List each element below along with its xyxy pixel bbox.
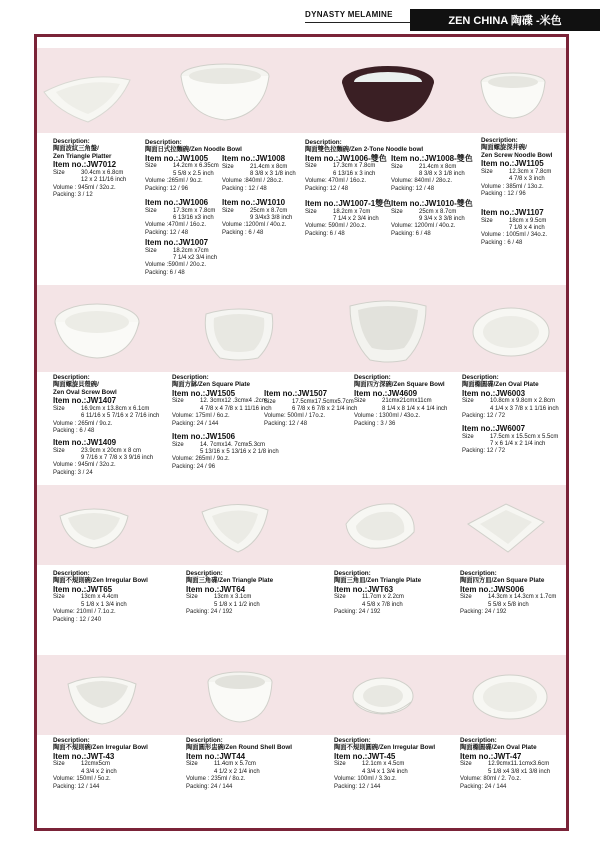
volume: Volume : 1300ml / 43o.z. [354, 413, 421, 420]
packing: Packing: 24 / 192 [334, 609, 381, 616]
square-plate-photo-2 [462, 500, 548, 556]
packing: Packing: 24 / 192 [186, 609, 233, 616]
volume: Volume: 1200ml / 40o.z. [391, 223, 456, 230]
product-jws006 [460, 570, 556, 617]
item-number: Item no.:JW1007 [145, 238, 209, 247]
packing: Packing: 12 / 48 [264, 420, 308, 427]
oval-plate-photo-2 [470, 670, 550, 724]
size-label: Size [145, 163, 157, 170]
product-title: 陶面不規則碗/Zen Irregular Bowl [53, 577, 148, 585]
size-label: Size [186, 594, 198, 601]
item-number: Item no.:JW6007 [462, 424, 526, 433]
size-imperial: 9 3/4x3 3/8 inch [250, 214, 293, 221]
item-number: Item no.:JW7012 [53, 160, 117, 170]
volume: Volume: 840ml / 28o.z. [391, 178, 453, 185]
packing: Packing: 12 / 144 [53, 783, 100, 790]
size-imperial: 7 1/4 x 2 3/4 inch [333, 215, 379, 222]
packing: Packing: 6 / 48 [305, 230, 345, 237]
size-metric: 30.4cm x 6.8cm [81, 169, 124, 176]
irregular-bowl-photo-1 [56, 498, 132, 550]
size-imperial: 4 7/8 x 3 inch [509, 176, 545, 183]
item-number: Item no.:JW1505 [172, 388, 236, 398]
size-imperial: 9 3/4 x 3 3/8 inch [419, 215, 465, 222]
size-metric: 12. 3cmx12 .3cmx4 .2cm [200, 398, 267, 405]
desc-label: Description: [186, 570, 223, 577]
item-number: Item no.:JW1507 [264, 389, 328, 398]
product-jwt64 [186, 570, 273, 617]
size-metric: 25cm x 8.7cm [250, 207, 288, 214]
packing: Packing : 12 / 48 [222, 185, 267, 192]
size-metric: 23.9cm x 20cm x 8 cm [81, 447, 142, 454]
size-imperial: 8 3/8 x 3 1/8 inch [419, 170, 465, 177]
volume: Volume :590ml / 20o.z. [145, 262, 207, 269]
size-imperial: 4 1/4 x 3 7/8 x 1 1/16 inch [490, 405, 559, 412]
size-label: Size [53, 761, 65, 768]
desc-label: Description: [460, 570, 497, 577]
size-label: Size [305, 163, 317, 170]
product-jw1010 [222, 198, 292, 237]
two-tone-bowl-photo [338, 60, 438, 126]
size-label: Size [186, 761, 198, 768]
item-number: Item no.:JW1010 [222, 198, 286, 207]
item-number: Item no.:JW1008 [222, 154, 286, 163]
packing: Packing: 24 / 144 [460, 783, 507, 790]
volume: Volume : 265ml / 9o.z. [53, 420, 113, 427]
volume: Volume : 385ml / 13o.z. [481, 183, 544, 190]
size-metric: 14. 7cmx14. 7cmx5.3cm [200, 441, 266, 448]
product-jw1008 [222, 154, 296, 193]
volume: Volume: 150ml / 5o.z. [53, 776, 111, 783]
packing: Packing : 6 / 48 [53, 427, 95, 434]
size-label: Size [460, 761, 472, 768]
size-label: Size [53, 594, 65, 601]
oval-plate-photo-1 [470, 302, 552, 360]
item-number: Item no.:JW4609 [354, 388, 418, 398]
packing: Packing: 6 / 48 [391, 230, 431, 237]
size-imperial: 7 1/8 x 4 inch [509, 224, 545, 231]
product-title: 陶面橢圓碟/Zen Oval Plate [460, 744, 537, 752]
size-metric: 14.3cm x 14.3cm x 1.7cm [488, 594, 557, 601]
product-jwt63 [334, 570, 421, 617]
square-bowl-photo [346, 294, 430, 366]
product-title: 陶面螺旋貝殼碗/ [53, 381, 99, 389]
item-number: Item no.:JW1010-雙色 [391, 199, 473, 208]
volume: Volume : 945ml / 32o.z. [53, 184, 116, 191]
irregular-bowl-photo-2 [64, 668, 140, 726]
desc-label: Description: [145, 139, 182, 146]
size-metric: 21cmx21cmx11cm [382, 398, 432, 405]
triangle-platter-photo [38, 62, 136, 130]
desc-label: Description: [354, 374, 391, 381]
product-title: 陶面雙色拉麵碗/Zen 2-Tone Noodle bowl [305, 146, 424, 154]
packing: Packing : 6 / 48 [481, 239, 523, 246]
item-number: Item no.:JW1105 [481, 159, 544, 169]
size-metric: 13cm x 3.1cm [214, 594, 252, 601]
size-metric: 21.4cm x 8cm [419, 163, 457, 170]
volume: Volume: 500ml / 17o.z. [264, 413, 326, 420]
size-imperial: 5 1/8 x4 3/8 x1 3/8 inch [488, 768, 551, 775]
packing: Packing: 12 / 48 [391, 185, 435, 192]
packing: Packing : 6 / 48 [222, 229, 264, 236]
packing: Packing: 24 / 96 [172, 463, 216, 470]
size-metric: 10.8cm x 9.8cm x 2.8cm [490, 398, 556, 405]
item-number: Item no.:JW1409 [53, 438, 117, 447]
item-number: Item no.:JW1107 [481, 208, 544, 217]
size-metric: 16.9cm x 13.8cm x 6.1cm [81, 405, 150, 412]
volume: Volume :840ml / 28o.z. [222, 178, 284, 185]
packing: Packing: 12 / 144 [334, 783, 381, 790]
product-jw1010-two-tone [391, 199, 473, 238]
product-title: 陶面波紋三角盤/ [53, 145, 99, 153]
volume: Volume: 80ml / 2. 7o.z. [460, 776, 522, 783]
irregular-bowl-photo-3 [350, 674, 416, 724]
item-number: Item no.:JWT-45 [334, 751, 396, 761]
size-label: Size [334, 594, 346, 601]
item-number: Item no.:JWT64 [186, 584, 246, 594]
size-imperial: 9 7/16 x 7 7/8 x 3 9/16 inch [81, 454, 154, 461]
product-title: 陶面四方皿/Zen Square Plate [460, 577, 545, 585]
packing: Packing: 12 / 96 [145, 185, 189, 192]
noodle-bowl-photo [176, 58, 274, 126]
product-title: 陶面圓形盅碗/Zen Round Shell Bowl [186, 744, 292, 752]
product-title: 陶面四方深碗/Zen Square Bowl [354, 381, 445, 389]
size-label: Size [145, 207, 157, 214]
packing: Packing: 24 / 144 [172, 420, 219, 427]
item-number: Item no.:JW1007-1雙色 [305, 199, 392, 208]
desc-label: Description: [53, 374, 90, 381]
volume: Volume: 210ml / 7.1o.z. [53, 609, 116, 616]
size-label: Size [172, 398, 184, 405]
product-jw1105 [481, 137, 552, 198]
size-metric: 17.3cm x 7.8cm [173, 207, 216, 214]
volume: Volume : 235ml / 8o.z. [186, 776, 246, 783]
item-number: Item no.:JW1006-雙色 [305, 153, 387, 163]
volume: Volume: 175ml / 6o.z. [172, 413, 230, 420]
size-label: Size [391, 208, 403, 215]
triangle-plate-photo-2 [342, 498, 418, 552]
product-jwt44 [186, 737, 292, 791]
desc-label: Description: [334, 737, 371, 744]
desc-label: Description: [53, 570, 90, 577]
size-metric: 21.4cm x 8cm [250, 163, 288, 170]
item-number: Item no.:JWT63 [334, 584, 394, 594]
packing: Packing: 3 / 24 [53, 469, 93, 476]
volume: Volume: 265ml / 9o.z. [172, 456, 230, 463]
product-jw1505 [172, 374, 272, 428]
size-label: Size [481, 217, 493, 224]
screw-bowl-photo [478, 70, 548, 122]
size-imperial: 4 1/2 x 2 1/4 inch [214, 768, 260, 775]
packing: Packing : 12 / 240 [53, 616, 102, 623]
packing: Packing: 12 / 48 [145, 229, 189, 236]
size-imperial: 5 5/8 x 5/8 inch [488, 601, 529, 608]
product-title: 陶面方缽/Zen Square Plate [172, 381, 251, 389]
size-label: Size [172, 441, 184, 448]
item-number: Item no.:JWT-43 [53, 751, 115, 761]
desc-label: Description: [53, 138, 90, 145]
size-imperial: 6 11/16 x 5 7/16 x 2 7/16 inch [81, 413, 160, 420]
size-label: Size [391, 163, 403, 170]
item-number: Item no.:JW1008-雙色 [391, 154, 473, 163]
product-jw7012 [53, 138, 126, 199]
desc-label: Description: [186, 737, 223, 744]
product-jw1007-1-two-tone [305, 199, 391, 238]
size-metric: 13cm x 4.4cm [81, 594, 119, 601]
size-label: Size [462, 433, 474, 440]
product-jw1409 [53, 438, 153, 477]
desc-label: Description: [305, 139, 342, 146]
size-label: Size [53, 405, 65, 412]
desc-label: Description: [334, 570, 371, 577]
desc-label: Description: [460, 737, 497, 744]
product-jw1407 [53, 374, 159, 435]
brand-name: DYNASTY MELAMINE [305, 10, 393, 19]
product-jw6007 [462, 424, 558, 456]
size-label: Size [145, 247, 157, 254]
size-imperial: 8 1/4 x 8 1/4 x 4 1/4 inch [382, 405, 448, 412]
size-label: Size [305, 208, 317, 215]
size-metric: 17.3cm x 7.8cm [333, 163, 376, 170]
triangle-plate-photo-1 [198, 498, 272, 554]
item-number: Item no.:JWT65 [53, 584, 113, 594]
packing: Packing: 12 / 72 [462, 413, 506, 420]
packing: Packing : 3 / 36 [354, 420, 396, 427]
size-label: Size [462, 398, 474, 405]
product-jw1006 [145, 198, 215, 237]
item-number: Item no.:JW1006 [145, 198, 209, 207]
product-title-en: Zen Oval Screw Bowl [53, 388, 117, 396]
product-jw6003 [462, 374, 559, 421]
desc-label: Description: [53, 737, 90, 744]
size-imperial: 5 13/16 x 5 13/16 x 2 1/8 inch [200, 448, 279, 455]
size-metric: 18.2cm x 7cm [333, 208, 371, 215]
packing: Packing: 24 / 144 [186, 783, 233, 790]
product-jw1007 [145, 238, 217, 277]
item-number: Item no.:JWT44 [186, 751, 246, 761]
desc-label: Description: [462, 374, 499, 381]
product-jwt65 [53, 570, 148, 624]
volume: Volume: 590ml / 20o.z. [305, 223, 367, 230]
size-label: Size [53, 169, 65, 176]
product-jw1008-two-tone [391, 154, 473, 193]
size-imperial: 4 3/4 x 1 3/4 inch [362, 768, 408, 775]
size-label: Size [354, 398, 366, 405]
size-imperial: 7 1/4 x2 3/4 inch [173, 254, 218, 261]
size-metric: 12.3cm x 7.8cm [509, 168, 552, 175]
size-metric: 17.5cmx17.5cmx5.7cm [292, 398, 354, 405]
size-metric: 12cmx5cm [81, 761, 111, 768]
size-imperial: 6 7/8 x 6 7/8 x 2 1/4 inch [292, 405, 358, 412]
size-imperial: 5 5/8 x 2.5 inch [173, 170, 214, 177]
size-label: Size [222, 207, 234, 214]
size-metric: 12.9cmx11.1cmx3.6cm [488, 761, 550, 768]
product-title-en: Zen Screw Noodle Bowl [481, 151, 553, 159]
size-imperial: 4 7/8 x 4 7/8 x 1 11/16 inch [200, 405, 272, 412]
product-title: 陶面螺旋深井碗/ [481, 144, 527, 152]
size-imperial: 8 3/8 x 3 1/8 inch [250, 170, 296, 177]
volume: Volume : 945ml / 32o.z. [53, 462, 116, 469]
size-imperial: 7 x 6 1/4 x 2 1/4 inch [490, 440, 546, 447]
item-number: Item no.:JW6003 [462, 388, 526, 398]
round-shell-bowl-photo [204, 668, 276, 724]
size-imperial: 4 5/8 x 7/8 inch [362, 601, 403, 608]
item-number: Item no.:JW1005 [145, 153, 209, 163]
desc-label: Description: [172, 374, 209, 381]
product-title: 陶面三角皿/Zen Triangle Plate [334, 577, 422, 585]
size-imperial: 5 1/8 x 1 1/2 inch [214, 601, 260, 608]
product-jw1107 [481, 208, 547, 247]
square-plate-photo [200, 300, 278, 364]
size-metric: 18.2cm x7cm [173, 247, 209, 254]
volume: Volume :1200ml / 40o.z. [222, 222, 287, 229]
size-label: Size [334, 761, 346, 768]
packing: Packing: 12 / 48 [305, 185, 349, 192]
product-jwt-43 [53, 737, 148, 791]
size-metric: 18cm x 9.5cm [509, 217, 547, 224]
packing: Packing: 3 / 12 [53, 191, 93, 198]
size-imperial: 12 x 2 11/16 inch [81, 177, 127, 184]
item-number: Item no.:JWT-47 [460, 751, 522, 761]
packing: Packing: 12 / 72 [462, 448, 506, 455]
product-title: 陶面不規則圓碗/Zen Irregular Bowl [334, 744, 436, 752]
packing: Packing : 12 / 96 [481, 190, 526, 197]
size-imperial: 6 13/16 x 3 inch [333, 170, 376, 177]
size-metric: 12.1cm x 4.5cm [362, 761, 405, 768]
size-label: Size [53, 447, 65, 454]
size-label: Size [222, 163, 234, 170]
size-imperial: 5 1/8 x 1 3/4 inch [81, 601, 127, 608]
size-metric: 11.7cm x 2.2cm [362, 594, 404, 601]
product-jw4609 [354, 374, 447, 428]
product-title: 陶面橢圓碟/Zen Oval Plate [462, 381, 539, 389]
size-imperial: 6 13/16 x3 inch [173, 214, 214, 221]
volume: Volume :470ml / 16o.z. [145, 222, 207, 229]
product-jwt-45 [334, 737, 435, 791]
product-title: 陶面日式拉麵碗/Zen Noodle Bowl [145, 146, 242, 154]
volume: Volume :265ml / 9o.z. [145, 178, 203, 185]
product-title-en: Zen Triangle Platter [53, 152, 112, 160]
header [0, 0, 600, 34]
packing: Packing: 6 / 48 [145, 269, 185, 276]
size-label: Size [264, 398, 276, 405]
size-metric: 11.4cm x 5.7cm [214, 761, 256, 768]
item-number: Item no.:JW1506 [172, 432, 236, 441]
size-label: Size [481, 168, 493, 175]
series-title: ZEN CHINA 陶碟 -米色 [410, 9, 600, 31]
oval-screw-bowl-photo [52, 300, 142, 360]
product-title: 陶面三角碟/Zen Triangle Plate [186, 577, 274, 585]
packing: Packing: 24 / 192 [460, 609, 507, 616]
size-metric: 25cm x 8.7cm [419, 208, 457, 215]
volume: Volume: 100ml / 3.3o.z. [334, 776, 397, 783]
size-imperial: 4 3/4 x 2 inch [81, 768, 117, 775]
product-jwt-47 [460, 737, 550, 791]
product-jw1506 [172, 432, 279, 471]
volume: Volume: 470ml / 16o.z. [305, 178, 367, 185]
size-metric: 17.5cm x 15.5cm x 5.5cm [490, 433, 559, 440]
desc-label: Description: [481, 137, 518, 144]
item-number: Item no.:JWS006 [460, 584, 525, 594]
volume: Volume : 1005ml / 34o.z. [481, 232, 548, 239]
product-title: 陶面不規則碗/Zen Irregular Bowl [53, 744, 148, 752]
product-jw1507 [264, 389, 357, 428]
size-metric: 14.2cm x 6.35cm [173, 163, 219, 170]
item-number: Item no.:JW1407 [53, 396, 117, 406]
size-label: Size [460, 594, 472, 601]
